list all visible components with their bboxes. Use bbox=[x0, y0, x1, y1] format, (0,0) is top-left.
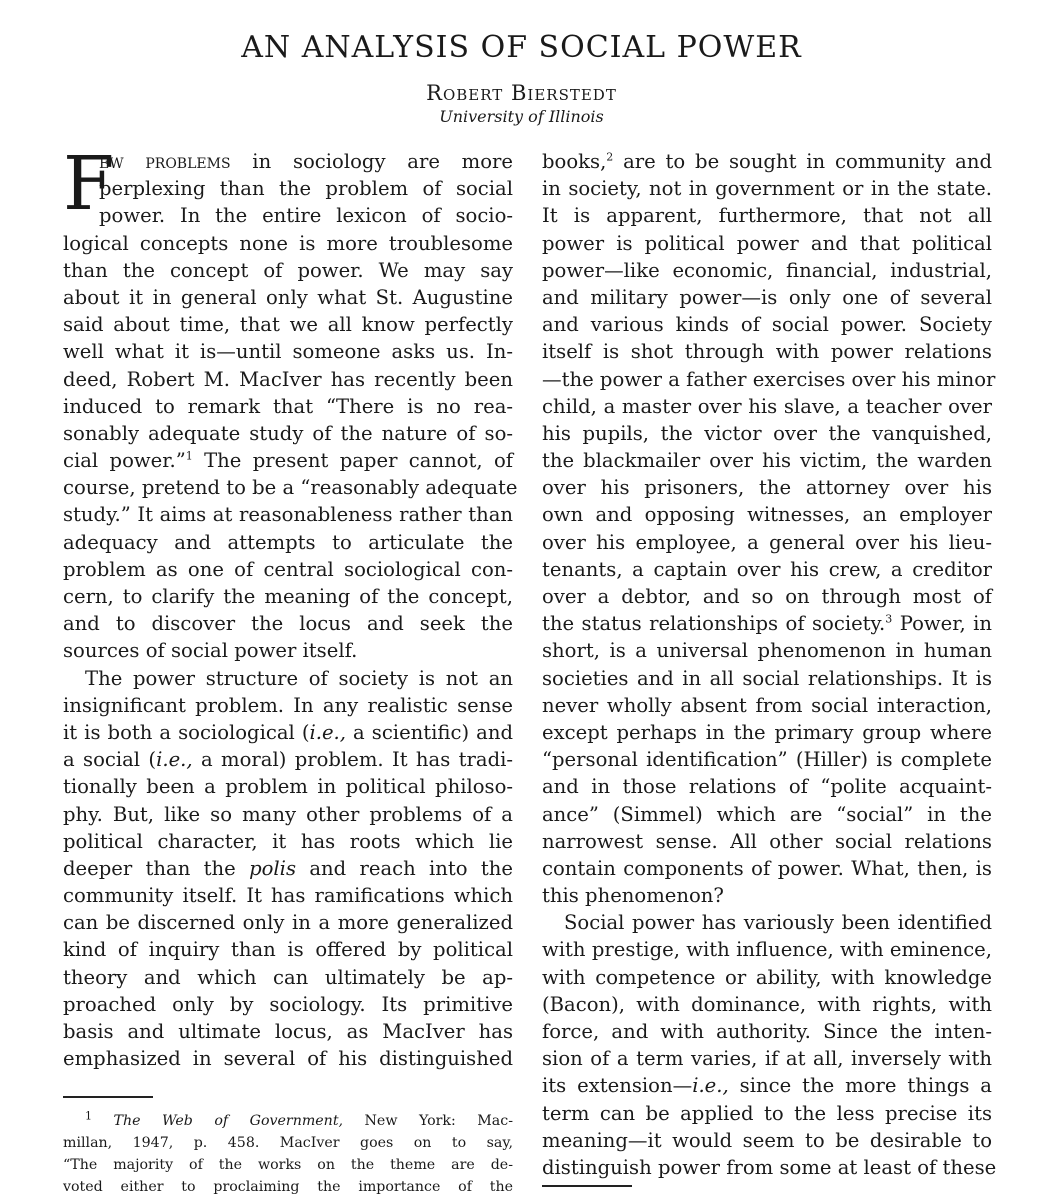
text-line: emphasized in several of his distinguished bbox=[63, 1047, 513, 1071]
text-line: study.” It aims at reasonableness rather than bbox=[63, 503, 513, 527]
text-fragment: a scientific) and bbox=[346, 720, 513, 744]
book-title: The Web of Government, bbox=[113, 1113, 344, 1130]
text-line: (Bacon), with dominance, with rights, with bbox=[542, 992, 992, 1016]
text-line: force, and with authority. Since the inten- bbox=[542, 1020, 992, 1043]
text-line: Social power has variously been identified bbox=[564, 911, 992, 935]
text-line: and various kinds of social power. Society bbox=[542, 313, 992, 337]
text-line: own and opposing witnesses, an employer bbox=[542, 503, 992, 527]
text-line: meaning—it would seem to be desirable to bbox=[542, 1128, 992, 1152]
text-line: this phenomenon? bbox=[542, 884, 724, 908]
text-line: except perhaps in the primary group where bbox=[542, 720, 992, 744]
text-line: ance” (Simmel) which are “social” in the bbox=[542, 802, 992, 826]
text-fragment: in sociology are more bbox=[230, 150, 514, 173]
text-line: problem as one of central sociological con- bbox=[63, 557, 513, 581]
text-fragment: since the more things a bbox=[728, 1074, 992, 1098]
text-line: can be discerned only in a more generalized bbox=[63, 911, 513, 935]
text-fragment: deeper than the bbox=[63, 856, 250, 880]
text-line: over a debtor, and so on through most of bbox=[542, 585, 992, 608]
text-line: power is political power and that political bbox=[542, 231, 992, 255]
text-line: about it in general only what St. Augustine bbox=[63, 285, 513, 309]
text-fragment: the status relationships of society. bbox=[542, 612, 886, 636]
text-line: short, is a universal phenomenon in human bbox=[542, 639, 992, 663]
text-line: “personal identification” (Hiller) is complete bbox=[542, 748, 992, 772]
text-line bbox=[542, 610, 992, 637]
left-column bbox=[63, 141, 518, 1198]
text-line: community itself. It has ramifications which bbox=[63, 884, 513, 908]
text-line bbox=[542, 1072, 992, 1099]
text-line: insignificant problem. In any realistic sense bbox=[63, 693, 513, 717]
footnote-divider bbox=[63, 1096, 153, 1098]
text-line: sion of a term varies, if at all, inversely with bbox=[542, 1047, 992, 1071]
text-fragment: and reach into the bbox=[296, 856, 514, 880]
text-line: his pupils, the victor over the vanquished, bbox=[542, 421, 992, 445]
footnote-marker[interactable]: 2 bbox=[606, 150, 614, 164]
footnote-line: millan, 1947, p. 458. MacIver goes on to say, bbox=[63, 1135, 513, 1152]
text-line: course, pretend to be a “reasonably adequate bbox=[63, 476, 518, 500]
opening-small-caps: ew problems bbox=[99, 150, 231, 173]
text-line: societies and in all social relationships. It is bbox=[542, 666, 992, 690]
text-line: and to discover the locus and seek the bbox=[63, 612, 513, 636]
footnote-line: “The majority of the works on the theme are de- bbox=[63, 1157, 513, 1174]
text-line: sonably adequate study of the nature of so- bbox=[63, 421, 513, 445]
text-line: over his employee, a general over his lieu- bbox=[542, 530, 992, 554]
footnote-line: voted either to proclaiming the importance of the bbox=[63, 1179, 513, 1196]
text-line: never wholly absent from social interaction, bbox=[542, 693, 992, 717]
footnote-divider bbox=[542, 1185, 632, 1187]
text-line: with prestige, with influence, with eminence, bbox=[542, 938, 992, 962]
italic-text: polis bbox=[249, 856, 297, 880]
text-fragment: cial power.” bbox=[63, 449, 186, 473]
text-line: said about time, that we all know perfectly bbox=[63, 313, 513, 337]
text-line: phy. But, like so many other problems of a bbox=[63, 802, 513, 826]
italic-text: i.e., bbox=[309, 720, 347, 744]
footnote-number: 1 bbox=[85, 1109, 92, 1123]
text-fragment: a social ( bbox=[63, 748, 157, 772]
text-fragment: its extension— bbox=[542, 1074, 693, 1098]
text-line: in society, not in government or in the state. bbox=[542, 177, 992, 201]
text-line: deed, Robert M. MacIver has recently been bbox=[63, 367, 513, 391]
text-fragment: a moral) problem. It has tradi- bbox=[192, 748, 513, 772]
author-name: Robert Bierstedt bbox=[426, 81, 617, 105]
text-line: and in those relations of “polite acquaint- bbox=[542, 775, 992, 799]
text-line: well what it is—until someone asks us. In- bbox=[63, 340, 513, 364]
right-column bbox=[542, 148, 997, 1187]
text-line: cern, to clarify the meaning of the concept, bbox=[63, 585, 513, 608]
italic-text: i.e., bbox=[156, 748, 193, 772]
text-line: logical concepts none is more troublesome bbox=[63, 231, 513, 255]
text-line: political character, it has roots which lie bbox=[63, 829, 513, 853]
text-line: than the concept of power. We may say bbox=[63, 258, 513, 282]
text-fragment: New York: Mac- bbox=[343, 1113, 513, 1130]
text-line bbox=[542, 148, 992, 175]
italic-text: i.e., bbox=[692, 1074, 729, 1098]
text-line bbox=[63, 447, 513, 474]
text-line: power—like economic, financial, industrial, bbox=[542, 258, 992, 282]
text-line: with competence or ability, with knowledge bbox=[542, 965, 992, 989]
text-fragment: it is both a sociological ( bbox=[63, 720, 310, 744]
text-line bbox=[63, 148, 513, 175]
text-line: itself is shot through with power relations bbox=[542, 340, 992, 364]
text-line: tenants, a captain over his crew, a creditor bbox=[542, 557, 992, 581]
text-fragment: are to be sought in community and bbox=[613, 150, 992, 173]
author-affiliation: University of Illinois bbox=[439, 107, 604, 126]
text-line: distinguish power from some at least of these bbox=[542, 1155, 997, 1179]
footnote bbox=[63, 1110, 513, 1198]
text-line bbox=[63, 746, 513, 773]
text-line: It is apparent, furthermore, that not all bbox=[542, 204, 992, 228]
text-line: adequacy and attempts to articulate the bbox=[63, 530, 513, 554]
drop-cap: F bbox=[63, 141, 115, 227]
text-line bbox=[63, 855, 513, 882]
text-line: over his prisoners, the attorney over his bbox=[542, 476, 992, 500]
footnote-line bbox=[63, 1110, 513, 1132]
text-line: contain components of power. What, then, is bbox=[542, 856, 992, 880]
text-line bbox=[63, 719, 513, 746]
text-line: kind of inquiry than is offered by political bbox=[63, 938, 513, 962]
text-line: induced to remark that “There is no rea- bbox=[63, 394, 513, 418]
text-line: tionally been a problem in political philoso- bbox=[63, 775, 513, 799]
text-line: term can be applied to the less precise its bbox=[542, 1101, 992, 1125]
text-line: proached only by sociology. Its primitive bbox=[63, 992, 513, 1016]
footnote-marker[interactable]: 3 bbox=[885, 612, 893, 626]
text-line: narrowest sense. All other social relations bbox=[542, 829, 992, 853]
text-line: perplexing than the problem of social bbox=[99, 177, 513, 201]
text-line: power. In the entire lexicon of socio- bbox=[99, 204, 513, 228]
text-fragment: books, bbox=[542, 150, 607, 173]
text-line: the blackmailer over his victim, the warden bbox=[542, 449, 992, 473]
text-fragment: The present paper cannot, of bbox=[192, 449, 513, 473]
text-fragment: Power, in bbox=[892, 612, 992, 636]
footnote-marker[interactable]: 1 bbox=[185, 449, 193, 463]
text-line: —the power a father exercises over his minor bbox=[542, 367, 996, 391]
text-line: theory and which can ultimately be ap- bbox=[63, 965, 513, 989]
text-line: and military power—is only one of several bbox=[542, 285, 992, 309]
article-title: AN ANALYSIS OF SOCIAL POWER bbox=[241, 30, 802, 65]
text-line: child, a master over his slave, a teacher over bbox=[542, 394, 992, 418]
text-line: The power structure of society is not an bbox=[85, 666, 513, 690]
text-line: basis and ultimate locus, as MacIver has bbox=[63, 1020, 513, 1043]
text-line: sources of social power itself. bbox=[63, 639, 358, 663]
